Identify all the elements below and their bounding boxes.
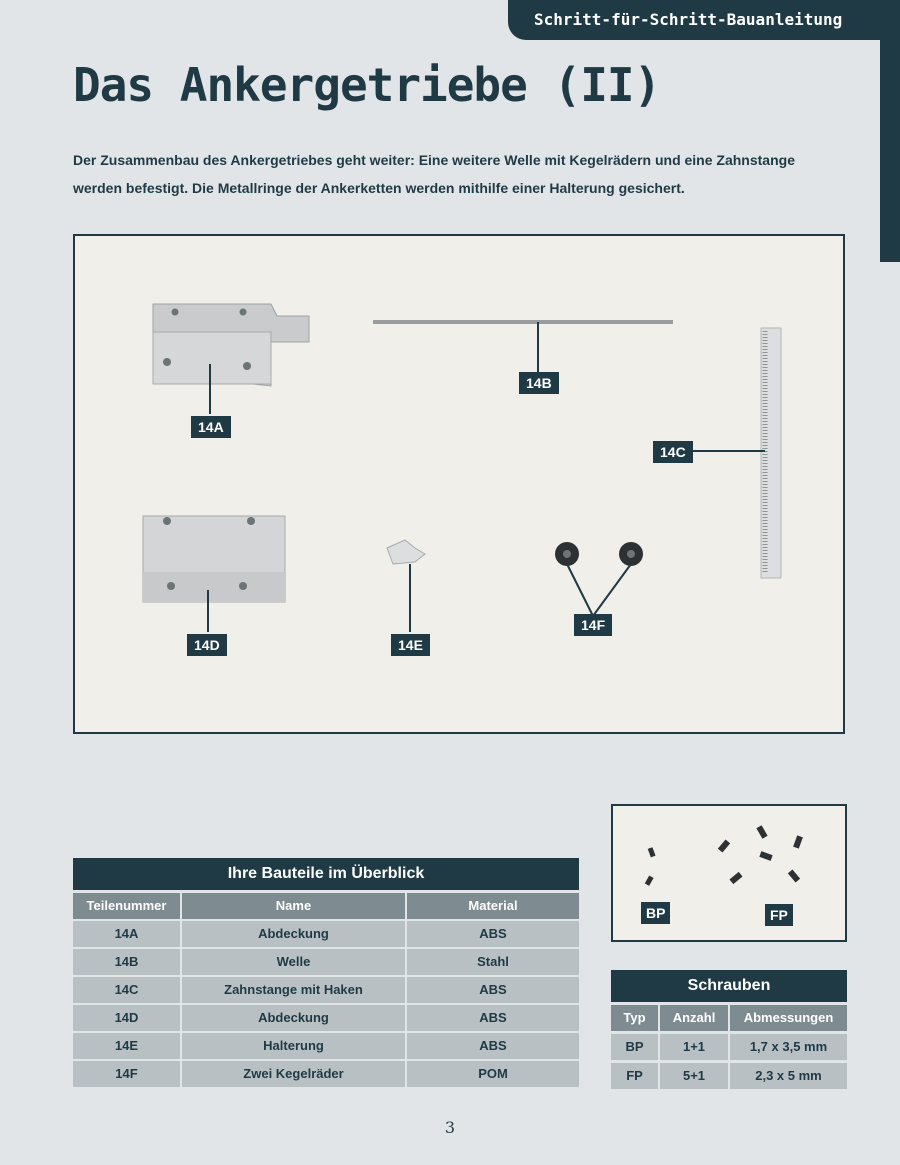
parts-cell-name: Abdeckung (182, 1005, 405, 1031)
parts-cell-number: 14F (73, 1061, 180, 1087)
screws-cell-count: 5+1 (660, 1063, 728, 1089)
parts-cell-name: Halterung (182, 1033, 405, 1059)
parts-header-number: Teilenummer (73, 893, 180, 919)
part-14b-image (373, 320, 673, 324)
parts-cell-name: Zahnstange mit Haken (182, 977, 405, 1003)
screws-cell-type: FP (611, 1063, 658, 1089)
parts-cell-material: Stahl (407, 949, 579, 975)
page-number: 3 (444, 1118, 456, 1137)
part-14a-image (153, 304, 309, 386)
parts-header-name: Name (182, 893, 405, 919)
label-14d: 14D (187, 634, 227, 656)
side-accent-bar (880, 40, 900, 262)
parts-cell-name: Welle (182, 949, 405, 975)
part-14d-image (143, 516, 285, 602)
page-title: Das Ankergetriebe (II) (73, 58, 661, 112)
part-14f-image (555, 542, 643, 566)
parts-cell-number: 14A (73, 921, 180, 947)
label-14f: 14F (574, 614, 612, 636)
parts-table-title: Ihre Bauteile im Überblick (73, 858, 579, 890)
parts-cell-number: 14E (73, 1033, 180, 1059)
parts-cell-number: 14D (73, 1005, 180, 1031)
screws-header-count: Anzahl (660, 1005, 728, 1031)
parts-cell-material: ABS (407, 977, 579, 1003)
parts-cell-name: Zwei Kegelräder (182, 1061, 405, 1087)
parts-cell-number: 14C (73, 977, 180, 1003)
parts-photo (73, 234, 845, 734)
parts-illustration (75, 236, 845, 734)
parts-cell-material: ABS (407, 921, 579, 947)
part-14c-image (761, 328, 781, 578)
label-14b: 14B (519, 372, 559, 394)
parts-cell-material: ABS (407, 1005, 579, 1031)
part-14e-image (387, 540, 425, 564)
label-fp: FP (765, 904, 793, 926)
screws-header-type: Typ (611, 1005, 658, 1031)
label-14e: 14E (391, 634, 430, 656)
screws-cell-size: 2,3 x 5 mm (730, 1063, 847, 1089)
screws-cell-type: BP (611, 1034, 658, 1060)
screws-header-size: Abmessungen (730, 1005, 847, 1031)
parts-cell-material: POM (407, 1061, 579, 1087)
label-bp: BP (641, 902, 670, 924)
parts-cell-number: 14B (73, 949, 180, 975)
parts-cell-name: Abdeckung (182, 921, 405, 947)
section-tab: Schritt-für-Schritt-Bauanleitung (508, 0, 900, 40)
intro-text: Der Zusammenbau des Ankergetriebes geht weiter: Eine weitere Welle mit Kegelrädern und eine Zahnstange werden befestigt. Die Metallringe der Ankerketten werden mithilfe einer Halterung gesichert. (73, 152, 795, 196)
label-14c: 14C (653, 441, 693, 463)
label-14a: 14A (191, 416, 231, 438)
screws-table-title: Schrauben (611, 970, 847, 1002)
parts-cell-material: ABS (407, 1033, 579, 1059)
screws-cell-size: 1,7 x 3,5 mm (730, 1034, 847, 1060)
screws-photo (611, 804, 847, 942)
screws-cell-count: 1+1 (660, 1034, 728, 1060)
parts-header-material: Material (407, 893, 579, 919)
